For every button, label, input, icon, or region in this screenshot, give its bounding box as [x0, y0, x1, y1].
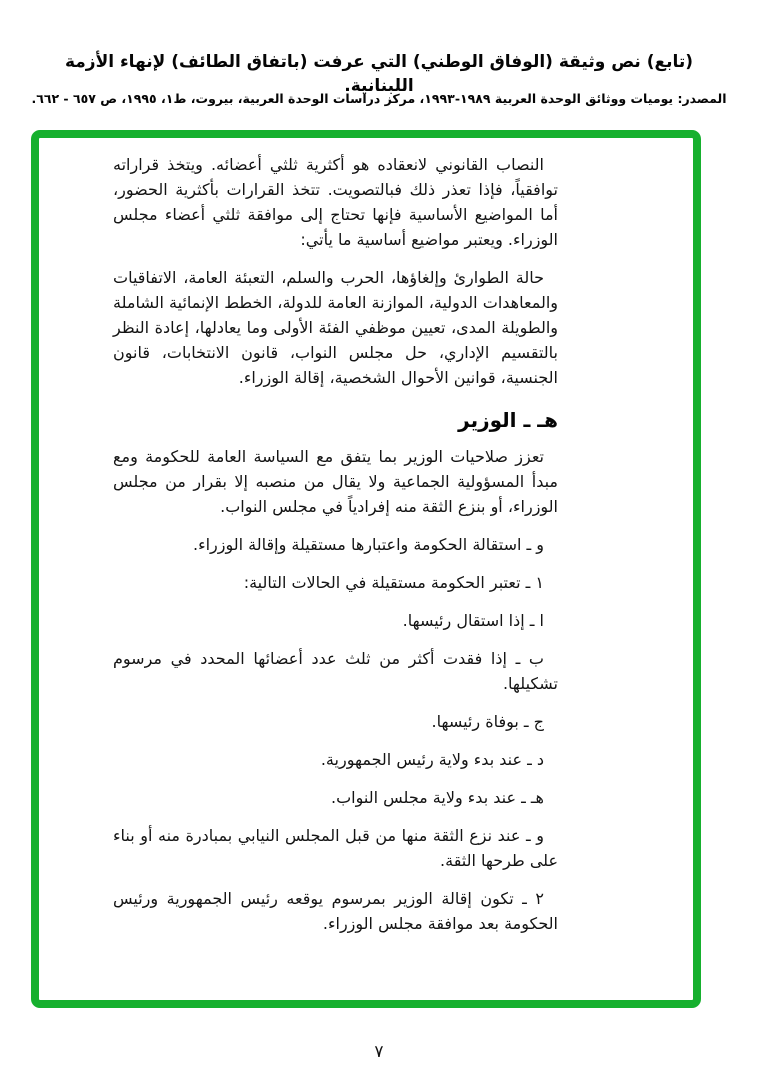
case-e-parliament-term: هـ ـ عند بدء ولاية مجلس النواب. — [331, 788, 544, 807]
paragraph-council-quorum: النصاب القانوني لانعقاده هو أكثرية ثلثي أعضائه. ويتخذ قراراته توافقياً، فإذا تعذر ذلك فبالتصويت. تتخذ القرارات بأكثرية الحضور، أما المواضيع الأساسية فإنها تحتاج إلى موافقة ثلثي أعضاء مجلس الوزراء. ويعتبر مواضيع أساسية ما يأتي: — [113, 155, 558, 249]
document-title: (تابع) نص وثيقة (الوفاق الوطني) التي عرفت (باتفاق الطائف) لإنهاء الأزمة اللبنانية. — [64, 52, 694, 96]
case-a-president-resigns: ا ـ إذا استقال رئيسها. — [402, 611, 544, 630]
document-body — [113, 152, 558, 949]
case-c-president-death: ج ـ بوفاة رئيسها. — [431, 712, 544, 731]
page-number: ٧ — [374, 1042, 384, 1062]
source-citation: المصدر: يوميات ووثائق الوحدة العربية ١٩٨٩-١٩٩٣، مركز دراسات الوحدة العربية، بيروت، ط١، ١٩٩٥، ص ٦٥٧ - ٦٦٢. — [31, 91, 727, 106]
case-f-confidence-withdrawn: و ـ عند نزع الثقة منها من قبل المجلس النيابي بمبادرة منه أو بناء على طرحها الثقة. — [113, 826, 558, 870]
paragraph-minister-powers: تعزز صلاحيات الوزير بما يتفق مع السياسة العامة للحكومة ومع مبدأ المسؤولية الجماعية ولا يقال من منصبه إلا بقرار من مجلس الوزراء، أو بنزع الثقة منه إفرادياً في مجلس النواب. — [113, 447, 558, 516]
item-government-resignation: و ـ استقالة الحكومة واعتبارها مستقيلة وإقالة الوزراء. — [192, 535, 544, 554]
item-1-resignation-cases: ١ ـ تعتبر الحكومة مستقيلة في الحالات التالية: — [243, 573, 544, 592]
item-2-minister-dismissal: ٢ ـ تكون إقالة الوزير بمرسوم يوقعه رئيس الجمهورية ورئيس الحكومة بعد موافقة مجلس الوزراء. — [113, 889, 558, 933]
section-heading-minister: هـ ـ الوزير — [458, 408, 558, 432]
paragraph-basic-topics: حالة الطوارئ وإلغاؤها، الحرب والسلم، التعبئة العامة، الاتفاقيات والمعاهدات الدولية، الموازنة العامة للدولة، الخطط الإنمائية الشاملة والطويلة المدى، تعيين موظفي الفئة الأولى وما يعادلها، إعادة النظر بالتقسيم الإداري، حل مجلس النواب، قانون الانتخابات، قانون الجنسية، قوانين الأحوال الشخصية، إقالة الوزراء. — [113, 268, 558, 387]
case-d-republic-president-term: د ـ عند بدء ولاية رئيس الجمهورية. — [320, 750, 544, 769]
case-b-lost-third-members: ب ـ إذا فقدت أكثر من ثلث عدد أعضائها المحدد في مرسوم تشكيلها. — [113, 649, 558, 693]
